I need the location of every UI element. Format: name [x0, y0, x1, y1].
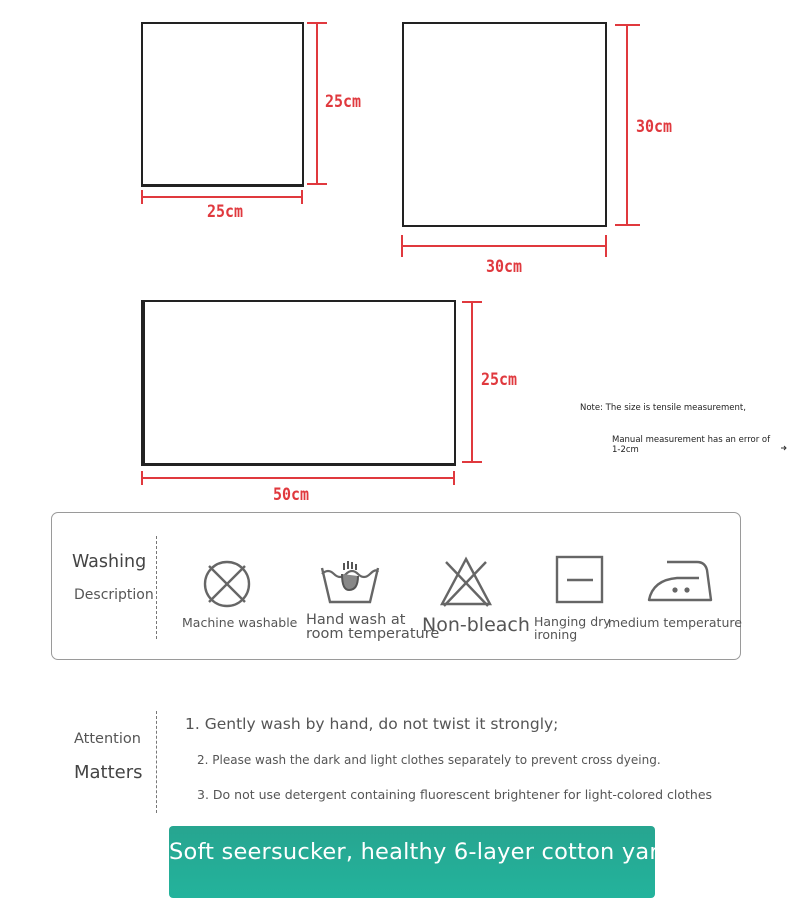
dimension-tick — [401, 235, 403, 257]
dimension-tick — [141, 190, 143, 204]
care-label-hangdry-1: Hanging dry — [534, 614, 611, 629]
feature-banner-text: Soft seersucker, healthy 6-layer cotton yarn — [169, 839, 673, 865]
measurement-note-line1: Note: The size is tensile measurement, — [580, 403, 746, 413]
attention-title-2: Matters — [74, 762, 143, 783]
dimension-tick — [307, 183, 327, 185]
dimension-tick — [301, 190, 303, 204]
attention-item-2: 2. Please wash the dark and light clothes separately to prevent cross dyeing. — [197, 753, 661, 767]
dimension-tick — [141, 471, 143, 485]
care-label-handwash-1: Hand wash at — [306, 612, 406, 628]
no-machine-wash-icon — [202, 559, 252, 609]
care-label-iron: medium temperature — [608, 615, 742, 630]
towel-rectangle — [141, 300, 456, 466]
dimension-tick — [605, 235, 607, 257]
care-label-handwash-2: room temperature — [306, 626, 440, 642]
height-label-large: 30cm — [636, 117, 673, 137]
washing-subtitle: Description — [74, 587, 154, 603]
dimension-tick — [307, 22, 327, 24]
dimension-tick — [615, 224, 640, 226]
attention-item-3: 3. Do not use detergent containing fluorescent brightener for light-colored clothes — [197, 787, 713, 802]
dimension-tick — [462, 301, 482, 303]
dimension-line-vertical — [471, 301, 473, 463]
measurement-note-line3: 1-2cm — [612, 445, 639, 455]
dimension-tick — [615, 24, 640, 26]
iron-medium-icon — [647, 558, 713, 604]
dimension-line-horizontal — [141, 196, 303, 198]
towel-square-large — [402, 22, 607, 227]
care-label-hangdry-2: ironing — [534, 627, 578, 642]
dimension-line-vertical — [316, 22, 318, 185]
dimension-line-horizontal — [402, 245, 607, 247]
dimension-line-vertical — [626, 24, 628, 226]
washing-title: Washing — [72, 552, 147, 572]
towel-square-small — [141, 22, 304, 187]
height-label-small: 25cm — [325, 92, 362, 112]
washing-divider — [156, 536, 157, 639]
small-arrow-icon — [780, 444, 788, 452]
attention-title-1: Attention — [74, 731, 141, 747]
hang-dry-icon — [555, 555, 605, 605]
height-label-rectangle: 25cm — [481, 370, 518, 390]
feature-banner — [169, 826, 673, 898]
dimension-line-horizontal — [142, 477, 455, 479]
dimension-tick — [462, 461, 482, 463]
care-label-bleach: Non-bleach — [422, 614, 530, 636]
hand-wash-icon — [318, 560, 382, 606]
attention-divider — [156, 711, 157, 813]
dimension-tick — [453, 471, 455, 485]
no-bleach-icon — [440, 556, 492, 608]
measurement-note-line2: Manual measurement has an error of — [612, 435, 771, 445]
care-label-machine: Machine washable — [182, 615, 298, 630]
width-label-rectangle: 50cm — [273, 485, 310, 505]
width-label-large: 30cm — [486, 257, 523, 277]
width-label-small: 25cm — [207, 202, 244, 222]
attention-item-1: 1. Gently wash by hand, do not twist it strongly; — [185, 715, 559, 733]
